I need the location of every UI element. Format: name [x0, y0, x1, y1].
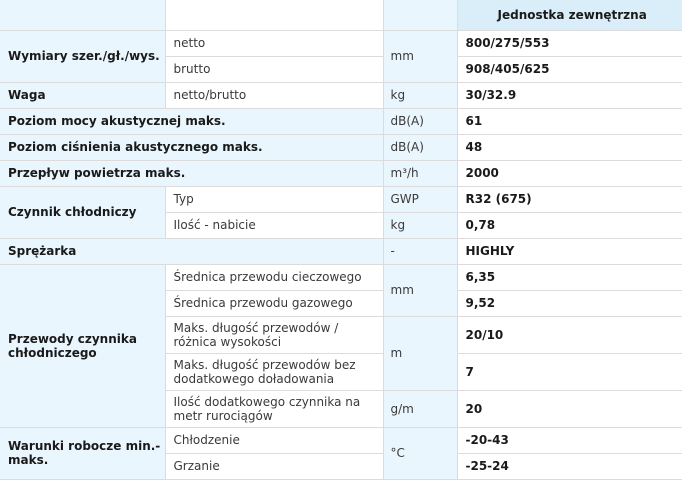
header-blank-1	[0, 0, 165, 30]
column-title-outdoor-unit: Jednostka zewnętrzna	[457, 0, 682, 30]
value-max-length: 20/10	[457, 316, 682, 353]
row-label-dimensions: Wymiary szer./gł./wys.	[0, 30, 165, 82]
value-refrigerant-type: R32 (675)	[457, 186, 682, 212]
row-label-weight: Waga	[0, 82, 165, 108]
unit-sound-pressure: dB(A)	[383, 134, 457, 160]
unit-pipe-diameter: mm	[383, 264, 457, 316]
value-cooling-range: -20-43	[457, 427, 682, 453]
sub-label-net: netto	[165, 30, 383, 56]
value-sound-pressure: 48	[457, 134, 682, 160]
value-sound-power: 61	[457, 108, 682, 134]
sub-label-type: Typ	[165, 186, 383, 212]
table-row	[0, 264, 682, 290]
unit-airflow: m³/h	[383, 160, 457, 186]
unit-sound-power: dB(A)	[383, 108, 457, 134]
value-dimensions-gross: 908/405/625	[457, 56, 682, 82]
table-row	[0, 160, 682, 186]
value-heating-range: -25-24	[457, 453, 682, 479]
value-liquid-diameter: 6,35	[457, 264, 682, 290]
table-row	[0, 108, 682, 134]
row-label-sound-pressure: Poziom ciśnienia akustycznego maks.	[0, 134, 383, 160]
sub-label-charge: Ilość - nabicie	[165, 212, 383, 238]
value-airflow: 2000	[457, 160, 682, 186]
unit-temperature: °C	[383, 427, 457, 479]
value-dimensions-net: 800/275/553	[457, 30, 682, 56]
sub-label-cooling: Chłodzenie	[165, 427, 383, 453]
sub-label-heating: Grzanie	[165, 453, 383, 479]
row-label-operating-conditions: Warunki robocze min.-maks.	[0, 427, 165, 479]
value-weight: 30/32.9	[457, 82, 682, 108]
unit-charge: kg	[383, 212, 457, 238]
value-refrigerant-charge: 0,78	[457, 212, 682, 238]
sub-label-weight: netto/brutto	[165, 82, 383, 108]
row-label-refrigerant: Czynnik chłodniczy	[0, 186, 165, 238]
sub-label-gross: brutto	[165, 56, 383, 82]
header-blank-2	[165, 0, 383, 30]
table-row	[0, 186, 682, 212]
sub-label-extra-refrigerant: Ilość dodatkowego czynnika na metr rurociągów	[165, 390, 383, 427]
table-row	[0, 82, 682, 108]
sub-label-max-length-no-charge: Maks. długość przewodów bez dodatkowego doładowania	[165, 353, 383, 390]
unit-pipe-length: m	[383, 316, 457, 390]
table-row	[0, 427, 682, 453]
table-row	[0, 30, 682, 56]
value-compressor: HIGHLY	[457, 238, 682, 264]
unit-dimensions: mm	[383, 30, 457, 82]
unit-extra-refrigerant: g/m	[383, 390, 457, 427]
value-max-length-no-charge: 7	[457, 353, 682, 390]
unit-gwp: GWP	[383, 186, 457, 212]
header-blank-3	[383, 0, 457, 30]
row-label-sound-power: Poziom mocy akustycznej maks.	[0, 108, 383, 134]
table-row	[0, 238, 682, 264]
value-extra-refrigerant: 20	[457, 390, 682, 427]
value-gas-diameter: 9,52	[457, 290, 682, 316]
unit-weight: kg	[383, 82, 457, 108]
unit-compressor: -	[383, 238, 457, 264]
header-row	[0, 0, 682, 30]
sub-label-liquid-diameter: Średnica przewodu cieczowego	[165, 264, 383, 290]
row-label-compressor: Sprężarka	[0, 238, 383, 264]
row-label-refrigerant-pipes: Przewody czynnika chłodniczego	[0, 264, 165, 427]
sub-label-max-length: Maks. długość przewodów / różnica wysokości	[165, 316, 383, 353]
sub-label-gas-diameter: Średnica przewodu gazowego	[165, 290, 383, 316]
row-label-airflow: Przepływ powietrza maks.	[0, 160, 383, 186]
table-row	[0, 134, 682, 160]
